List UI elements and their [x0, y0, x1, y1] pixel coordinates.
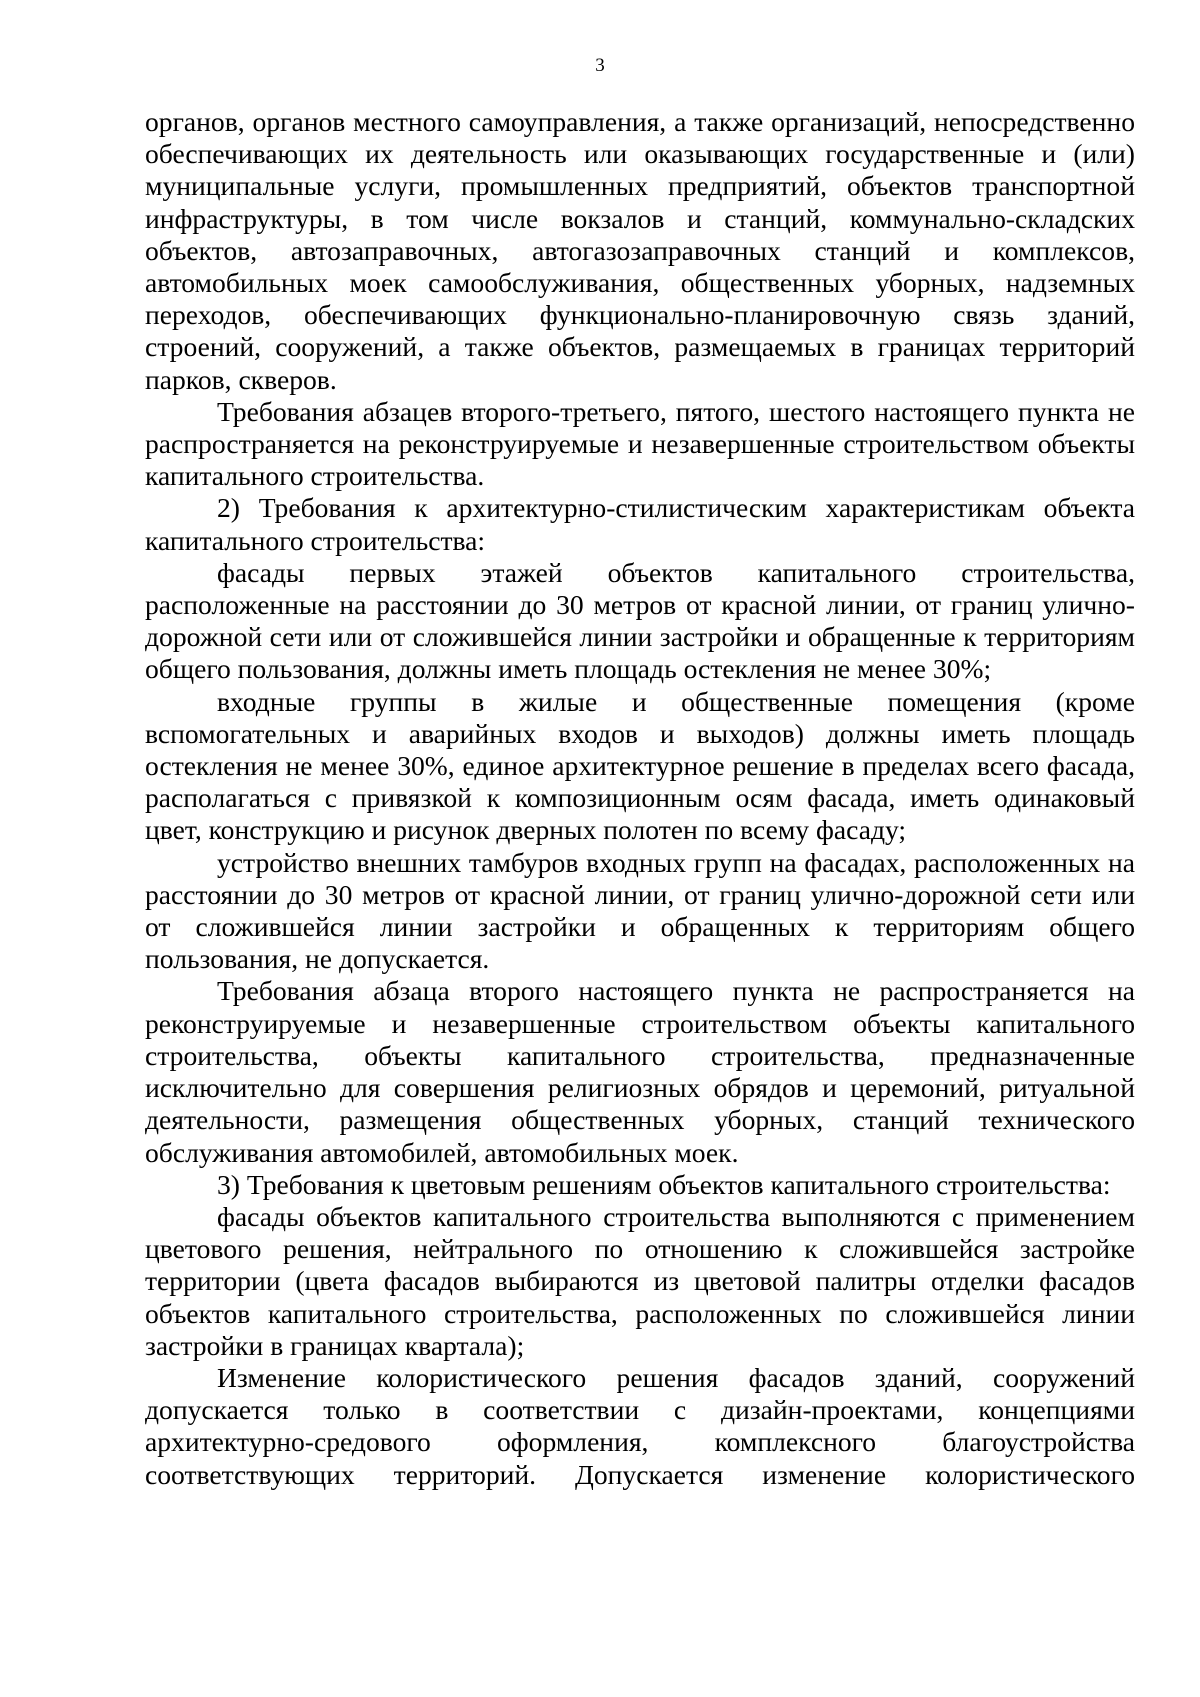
paragraph-item-3-heading: 3) Требования к цветовым решениям объектов капитального строительства: [217, 1168, 1111, 1200]
paragraph-ground-floor-facades: фасады первых этажей объектов капитального строительства, расположенные на расстоянии до 30 метров от красной линии, от границ улично-дорожной сети или от сложившейся линии застройки и обращенные к территориям общего пользования, должны иметь площадь остекления не менее 30%; [145, 556, 1135, 685]
paragraph-color-change: Изменение колористического решения фасадов зданий, сооружений допускается только в соответствии с дизайн-проектами, концепциями архитектурно-средового оформления, комплексного благоустройства соответствующих территорий. Допускается изменение колористического [145, 1361, 1135, 1490]
paragraph-facade-colors: фасады объектов капитального строительства выполняются с применением цветового решения, нейтрального по отношению к сложившейся застройке территории (цвета фасадов выбираются из цветовой палитры отделки фасадов объектов капитального строительства, расположенных по сложившейся линии застройки в границах квартала); [145, 1200, 1135, 1361]
paragraph-item-2-heading: 2) Требования к архитектурно-стилистическим характеристикам объекта капитального строительства: [145, 492, 1135, 556]
paragraph-vestibules: устройство внешних тамбуров входных групп на фасадах, расположенных на расстоянии до 30 метров от красной линии, от границ улично-дорожной сети или от сложившейся линии застройки и обращенных к территориям общего пользования, не допускается. [145, 846, 1135, 975]
paragraph-exemption-note: Требования абзацев второго-третьего, пятого, шестого настоящего пункта не распространяется на реконструируемые и незавершенные строительством объекты капитального строительства. [145, 395, 1135, 492]
page-number: 3 [595, 55, 605, 76]
paragraph-entrance-groups: входные группы в жилые и общественные помещения (кроме вспомогательных и аварийных входов и выходов) должны иметь площадь остекления не менее 30%, единое архитектурное решение в пределах всего фасада, располагаться с привязкой к композиционным осям фасада, иметь одинаковый цвет, конструкцию и рисунок дверных полотен по всему фасаду; [145, 685, 1135, 846]
paragraph-continuation: органов, органов местного самоуправления, а также организаций, непосредственно обеспечивающих их деятельность или оказывающих государственные и (или) муниципальные услуги, промышленных предприятий, объектов транспортной инфраструктуры, в том числе вокзалов и станций, коммунально-складских объектов, автозаправочных, автогазозаправочных станций и комплексов, автомобильных моек самообслуживания, общественных уборных, надземных переходов, обеспечивающих функционально-планировочную связь зданий, строений, сооружений, а также объектов, размещаемых в границах территорий парков, скверов. [145, 106, 1135, 395]
document-body [145, 106, 1135, 1491]
paragraph-second-exemption: Требования абзаца второго настоящего пункта не распространяется на реконструируемые и незавершенные строительством объекты капитального строительства, объекты капитального строительства, предназначенные исключительно для совершения религиозных обрядов и церемоний, ритуальной деятельности, размещения общественных уборных, станций технического обслуживания автомобилей, автомобильных моек. [145, 975, 1135, 1168]
